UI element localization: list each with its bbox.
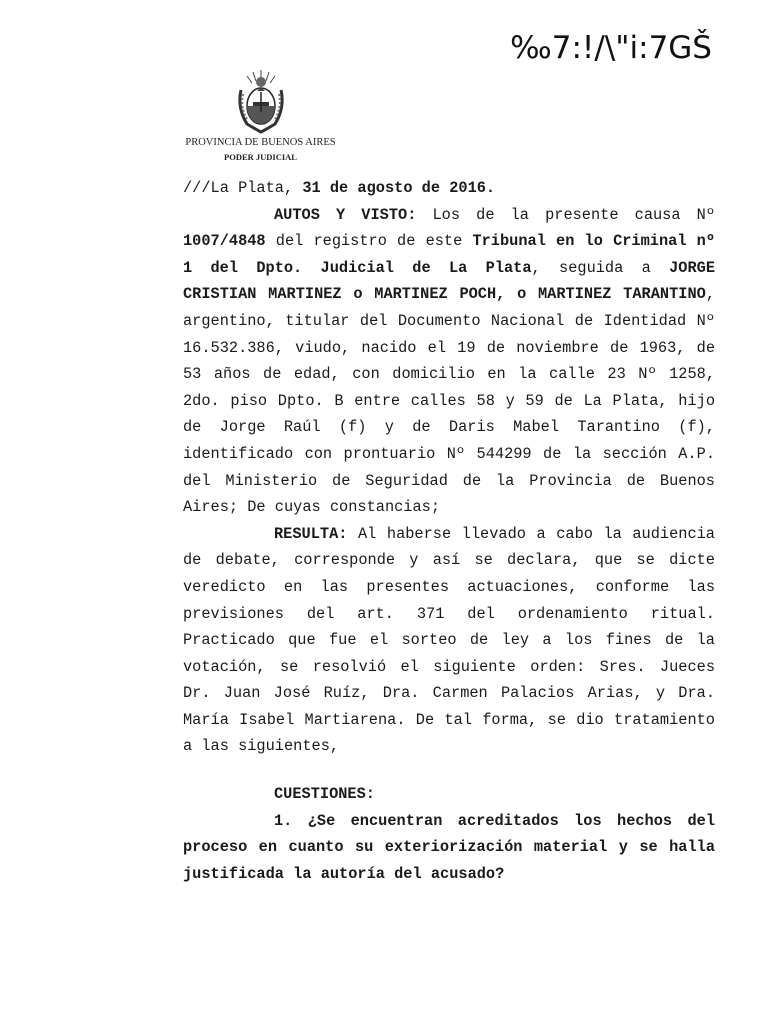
autos-text-1: Los de la presente causa Nº [416,205,716,224]
autos-paragraph [183,202,715,521]
date: 31 de agosto de 2016. [302,179,496,197]
resulta-label: RESULTA: [274,524,348,543]
causa-number: 1007/4848 [183,232,266,251]
defendant-name: JORGE CRISTIAN MARTINEZ o MARTINEZ POCH, o MARTINEZ TARANTINO [183,258,716,304]
document-code-header: ‰7:!/\"i:7GŠ [510,30,712,66]
cuestiones-heading: CUESTIONES: [274,785,375,804]
date-line [183,175,715,202]
logo-province-text: PROVINCIA DE BUENOS AIRES [185,137,336,148]
court-logo [183,68,338,164]
coat-of-arms-icon [235,68,287,134]
resulta-paragraph [183,521,715,760]
cuestion-1-text: 1. ¿Se encuentran acreditados los hechos del proceso en cuanto su exteriorización material y se halla justificada la autoría del acusado? [183,811,715,883]
cuestion-1 [183,808,715,888]
tribunal-name: Tribunal en lo Criminal nº 1 del Dpto. Judicial de La Plata [183,232,716,277]
autos-text-3: , seguida a [531,258,670,277]
resulta-text: Al haberse llevado a cabo la audiencia de debate, corresponde y así se declara, que se dicte veredicto en las presentes actuaciones, conforme las previsiones del art. 371 del ordenamiento ritual. Practicado que fue el sorteo de ley a los fines de la votación, se resolvió el siguiente orden: Sres. Jueces Dr. Juan José Ruíz, Dra. Carmen Palacios Arias, y Dra. María Isabel Martiarena. De tal forma, se dio tratamiento a las siguientes, [183,524,715,756]
logo-judicial-text: PODER JUDICIAL [224,152,297,162]
ruling-body [183,175,715,887]
autos-label: AUTOS Y VISTO: [274,205,417,224]
autos-text-4: , argentino, titular del Documento Nacional de Identidad Nº 16.532.386, viudo, nacido el 19 de noviembre de 1963, de 53 años de edad, con domicilio en la calle 23 Nº 1258, 2do. piso Dpto. B entre calles 58 y 59 de La Plata, hijo de Jorge Raúl (f) y de Daris Mabel Tarantino (f), identificado con prontuario Nº 544299 de la sección A.P. del Ministerio de Seguridad de la Provincia de Buenos Aires; De cuyas constancias; [183,285,715,517]
autos-text-2: del registro de este [265,232,473,251]
date-prefix: ///La Plata, [183,179,303,197]
